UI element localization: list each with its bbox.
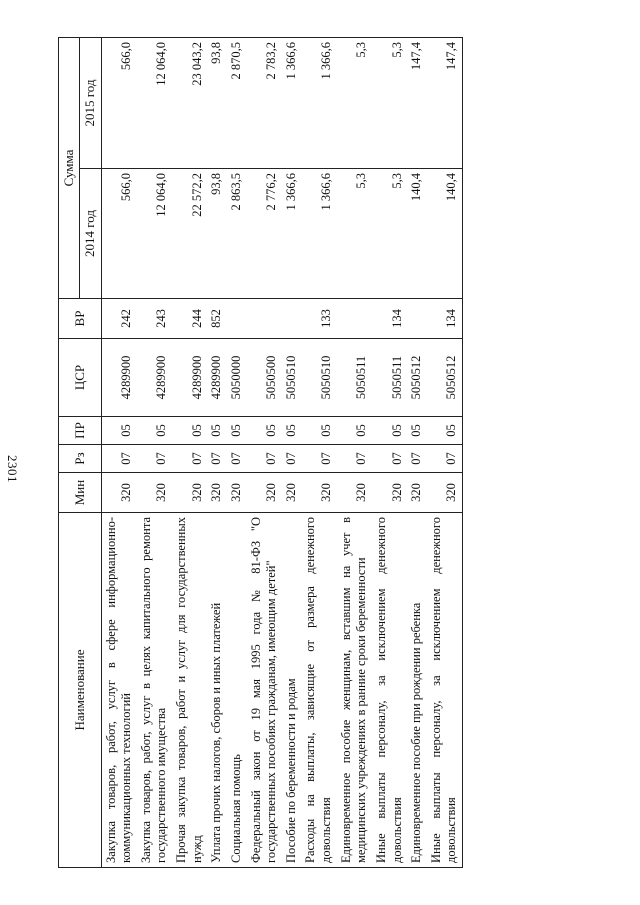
row-csr: 4289900 bbox=[101, 339, 137, 417]
row-sum-2014: 5,3 bbox=[337, 169, 372, 299]
row-rz: 07 bbox=[137, 445, 172, 473]
row-name: Иные выплаты персоналу, за исключением денежного довольствия bbox=[427, 513, 463, 868]
table-row bbox=[301, 38, 336, 868]
row-vr bbox=[247, 299, 282, 339]
row-sum-2015: 23 043,2 bbox=[172, 38, 207, 169]
row-min: 320 bbox=[172, 473, 207, 513]
row-vr: 134 bbox=[372, 299, 407, 339]
row-rz: 07 bbox=[407, 445, 427, 473]
table-row bbox=[282, 38, 302, 868]
row-csr: 5050511 bbox=[337, 339, 372, 417]
row-vr: 242 bbox=[101, 299, 137, 339]
row-vr bbox=[337, 299, 372, 339]
header-rz: Рз bbox=[59, 445, 102, 473]
row-sum-2014: 1 366,6 bbox=[282, 169, 302, 299]
row-csr: 4289900 bbox=[207, 339, 227, 417]
row-name: Закупка товаров, работ, услуг в сфере информационно-коммуникационных технологий bbox=[101, 513, 137, 868]
row-csr: 5050510 bbox=[301, 339, 336, 417]
row-vr bbox=[407, 299, 427, 339]
row-pr: 05 bbox=[372, 417, 407, 445]
table-row bbox=[407, 38, 427, 868]
row-csr: 5050500 bbox=[247, 339, 282, 417]
row-sum-2014: 2 776,2 bbox=[247, 169, 282, 299]
table-row bbox=[247, 38, 282, 868]
table-row bbox=[427, 38, 463, 868]
row-min: 320 bbox=[301, 473, 336, 513]
row-csr: 5050510 bbox=[282, 339, 302, 417]
row-name: Единовременное пособие при рождении ребенка bbox=[407, 513, 427, 868]
row-sum-2015: 1 366,6 bbox=[282, 38, 302, 169]
row-pr: 05 bbox=[227, 417, 247, 445]
table-row bbox=[227, 38, 247, 868]
row-sum-2014: 2 863,5 bbox=[227, 169, 247, 299]
row-pr: 05 bbox=[337, 417, 372, 445]
page-number: 2301 bbox=[5, 455, 20, 483]
row-sum-2015: 12 064,0 bbox=[137, 38, 172, 169]
row-min: 320 bbox=[247, 473, 282, 513]
table-row bbox=[372, 38, 407, 868]
row-rz: 07 bbox=[301, 445, 336, 473]
row-min: 320 bbox=[207, 473, 227, 513]
row-sum-2014: 566,0 bbox=[101, 169, 137, 299]
table-row bbox=[101, 38, 137, 868]
row-csr: 5050512 bbox=[427, 339, 463, 417]
row-sum-2015: 566,0 bbox=[101, 38, 137, 169]
row-sum-2014: 1 366,6 bbox=[301, 169, 336, 299]
row-pr: 05 bbox=[172, 417, 207, 445]
row-min: 320 bbox=[407, 473, 427, 513]
row-sum-2014: 5,3 bbox=[372, 169, 407, 299]
row-name: Пособие по беременности и родам bbox=[282, 513, 302, 868]
row-rz: 07 bbox=[101, 445, 137, 473]
row-name: Единовременное пособие женщинам, вставшим на учет в медицинских учреждениях в ранние сроки беременности bbox=[337, 513, 372, 868]
row-csr: 4289900 bbox=[172, 339, 207, 417]
row-min: 320 bbox=[337, 473, 372, 513]
row-min: 320 bbox=[427, 473, 463, 513]
row-rz: 07 bbox=[427, 445, 463, 473]
row-sum-2015: 2 783,2 bbox=[247, 38, 282, 169]
row-vr: 134 bbox=[427, 299, 463, 339]
header-name: Наименование bbox=[59, 513, 102, 868]
row-sum-2014: 93,8 bbox=[207, 169, 227, 299]
rotated-page bbox=[58, 38, 598, 868]
table-row bbox=[207, 38, 227, 868]
row-min: 320 bbox=[227, 473, 247, 513]
row-sum-2015: 147,4 bbox=[427, 38, 463, 169]
row-pr: 05 bbox=[137, 417, 172, 445]
header-min: Мин bbox=[59, 473, 102, 513]
row-rz: 07 bbox=[207, 445, 227, 473]
table-row bbox=[172, 38, 207, 868]
row-csr: 4289900 bbox=[137, 339, 172, 417]
row-sum-2015: 5,3 bbox=[337, 38, 372, 169]
header-year-2014: 2014 год bbox=[80, 169, 101, 299]
row-name: Уплата прочих налогов, сборов и иных платежей bbox=[207, 513, 227, 868]
row-rz: 07 bbox=[372, 445, 407, 473]
row-pr: 05 bbox=[427, 417, 463, 445]
header-pr: ПР bbox=[59, 417, 102, 445]
row-vr: 852 bbox=[207, 299, 227, 339]
row-sum-2015: 5,3 bbox=[372, 38, 407, 169]
row-vr: 243 bbox=[137, 299, 172, 339]
row-min: 320 bbox=[282, 473, 302, 513]
row-vr: 133 bbox=[301, 299, 336, 339]
row-sum-2014: 22 572,2 bbox=[172, 169, 207, 299]
table-row bbox=[137, 38, 172, 868]
table-header bbox=[59, 38, 102, 868]
row-rz: 07 bbox=[337, 445, 372, 473]
row-pr: 05 bbox=[247, 417, 282, 445]
row-sum-2015: 93,8 bbox=[207, 38, 227, 169]
row-pr: 05 bbox=[101, 417, 137, 445]
row-name: Иные выплаты персоналу, за исключением денежного довольствия bbox=[372, 513, 407, 868]
row-pr: 05 bbox=[282, 417, 302, 445]
budget-table bbox=[58, 37, 463, 868]
row-csr: 5050512 bbox=[407, 339, 427, 417]
row-rz: 07 bbox=[227, 445, 247, 473]
row-sum-2014: 12 064,0 bbox=[137, 169, 172, 299]
row-pr: 05 bbox=[301, 417, 336, 445]
header-sum: Сумма bbox=[59, 38, 80, 299]
row-rz: 07 bbox=[247, 445, 282, 473]
row-sum-2015: 2 870,5 bbox=[227, 38, 247, 169]
row-min: 320 bbox=[372, 473, 407, 513]
row-min: 320 bbox=[137, 473, 172, 513]
row-min: 320 bbox=[101, 473, 137, 513]
header-year-2015: 2015 год bbox=[80, 38, 101, 169]
row-sum-2014: 140,4 bbox=[427, 169, 463, 299]
row-sum-2015: 1 366,6 bbox=[301, 38, 336, 169]
header-csr: ЦСР bbox=[59, 339, 102, 417]
row-name: Закупка товаров, работ, услуг в целях капитального ремонта государственного имущества bbox=[137, 513, 172, 868]
row-name: Прочая закупка товаров, работ и услуг для государственных нужд bbox=[172, 513, 207, 868]
row-vr bbox=[282, 299, 302, 339]
table-row bbox=[337, 38, 372, 868]
row-rz: 07 bbox=[282, 445, 302, 473]
row-sum-2014: 140,4 bbox=[407, 169, 427, 299]
row-name: Расходы на выплаты, зависящие от размера денежного довольствия bbox=[301, 513, 336, 868]
row-name: Социальная помощь bbox=[227, 513, 247, 868]
row-csr: 5050511 bbox=[372, 339, 407, 417]
row-sum-2015: 147,4 bbox=[407, 38, 427, 169]
row-vr: 244 bbox=[172, 299, 207, 339]
row-name: Федеральный закон от 19 мая 1995 года № 81-ФЗ "О государственных пособиях гражданам, имеющим детей" bbox=[247, 513, 282, 868]
row-pr: 05 bbox=[207, 417, 227, 445]
header-vr: ВР bbox=[59, 299, 102, 339]
row-csr: 5050000 bbox=[227, 339, 247, 417]
table-body bbox=[101, 38, 463, 868]
row-pr: 05 bbox=[407, 417, 427, 445]
row-rz: 07 bbox=[172, 445, 207, 473]
row-vr bbox=[227, 299, 247, 339]
